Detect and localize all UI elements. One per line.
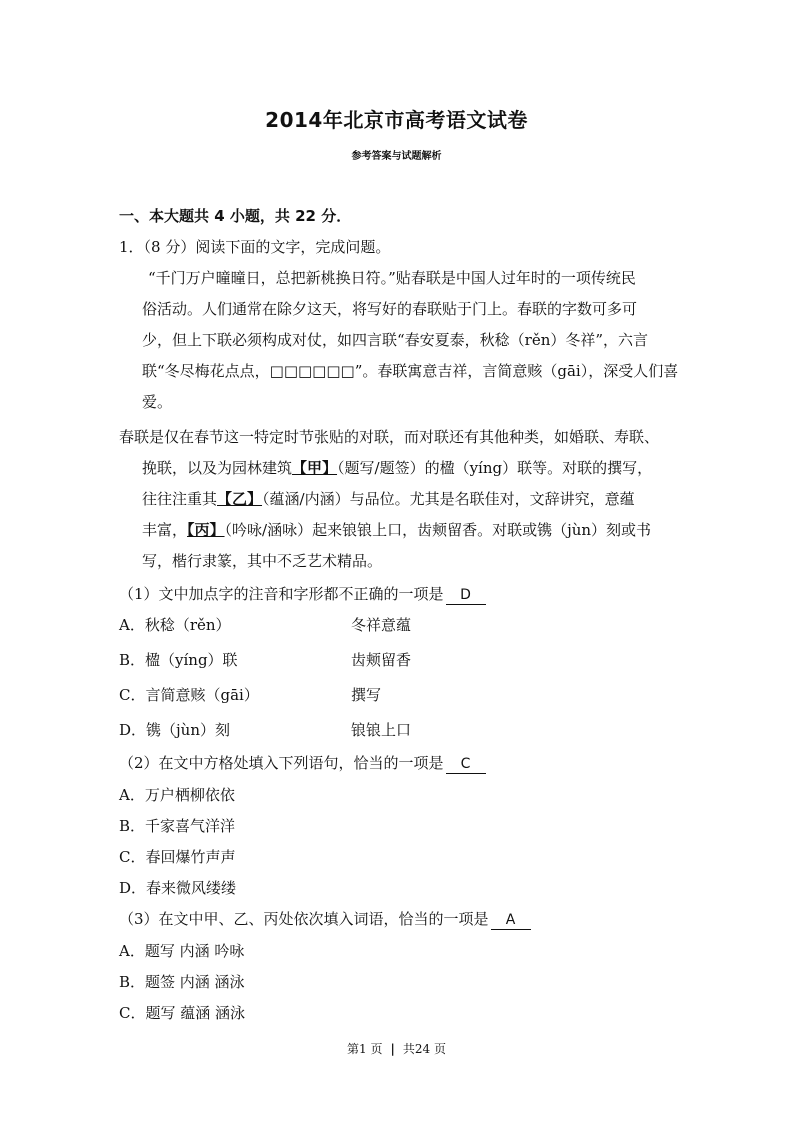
subquestion-1-stem: （1）文中加点字的注音和字形都不正确的一项是 D xyxy=(119,583,486,605)
passage-text: 丰富， xyxy=(142,521,188,539)
option-c: C．题写 蕴涵 涵泳 xyxy=(119,1004,246,1022)
passage-line: 春联是仅在春节这一特定时节张贴的对联，而对联还有其他种类，如婚联、寿联、 xyxy=(119,428,660,446)
blank-marker-yi: 【乙】 xyxy=(217,490,263,508)
document-subtitle: 参考答案与试题解析 xyxy=(351,151,442,162)
subquestion-3-stem: （3）在文中甲、乙、丙处依次填入词语，恰当的一项是 A xyxy=(119,908,531,930)
subquestion-2-stem: （2）在文中方格处填入下列语句，恰当的一项是 C xyxy=(119,752,486,774)
passage-text: （蕴涵/内涵）与品位。尤其是名联佳对，文辞讲究，意蕴 xyxy=(262,490,635,508)
option-d: D．镌（jùn）刻 xyxy=(119,721,230,739)
section-heading: 一、本大题共 4 小题，共 22 分． xyxy=(119,207,352,225)
passage-line xyxy=(142,488,635,510)
passage-line: 爱。 xyxy=(142,393,173,411)
passage-text: （吟咏/涵咏）起来锒锒上口，齿颊留香。对联或镌（jùn）刻或书 xyxy=(224,521,652,539)
option-c: C．春回爆竹声声 xyxy=(119,848,236,866)
passage-line: 少，但上下联必须构成对仗，如四言联“春安夏泰，秋稔（rěn）冬祥”，六言 xyxy=(142,331,649,349)
option-c: C．言简意赅（gāi） xyxy=(119,686,259,704)
option-a-extra: 冬祥意蕴 xyxy=(351,616,412,634)
passage-text: （题写/题签）的楹（yíng）联等。对联的撰写， xyxy=(337,459,653,477)
blank-marker-jia: 【甲】 xyxy=(292,459,338,477)
passage-line: 联“冬尽梅花点点，□□□□□□”。春联寓意吉祥，言简意赅（gāi），深受人们喜 xyxy=(142,362,679,380)
option-d-extra: 锒锒上口 xyxy=(351,721,412,739)
passage-text: 往往注重其 xyxy=(142,490,218,508)
passage-line: 俗活动。人们通常在除夕这天，将写好的春联贴于门上。春联的字数可多可 xyxy=(142,300,638,318)
answer-blank: C xyxy=(446,755,486,774)
blank-marker-bing: 【丙】 xyxy=(187,521,225,539)
option-a: A．万户栖柳依依 xyxy=(119,786,235,804)
option-d: D．春来微风缕缕 xyxy=(119,879,237,897)
option-b: B．楹（yíng）联 xyxy=(119,651,238,669)
answer-blank: D xyxy=(446,586,486,605)
option-c-extra: 撰写 xyxy=(351,686,382,704)
passage-line xyxy=(142,457,652,479)
page-total: 共24 页 xyxy=(402,1042,446,1056)
passage-line: 写，楷行隶篆，其中不乏艺术精品。 xyxy=(142,552,383,570)
document-title: 2014年北京市高考语文试卷 xyxy=(265,108,528,132)
passage-text: 挽联，以及为园林建筑 xyxy=(142,459,293,477)
question-1-intro: 1．（8 分）阅读下面的文字，完成问题。 xyxy=(119,238,391,256)
option-a: A．题写 内涵 吟咏 xyxy=(119,942,245,960)
option-b-extra: 齿颊留香 xyxy=(351,651,412,669)
option-a: A．秋稔（rěn） xyxy=(119,616,231,634)
page-number: 第1 页 xyxy=(347,1042,383,1056)
passage-line xyxy=(142,519,651,541)
passage-line: “千门万户曈曈日，总把新桃换日符。”贴春联是中国人过年时的一项传统民 xyxy=(148,269,636,287)
option-b: B．题签 内涵 涵泳 xyxy=(119,973,245,991)
page-footer xyxy=(0,1040,793,1057)
answer-blank: A xyxy=(491,911,531,930)
footer-separator: | xyxy=(390,1042,395,1056)
option-b: B．千家喜气洋洋 xyxy=(119,817,236,835)
